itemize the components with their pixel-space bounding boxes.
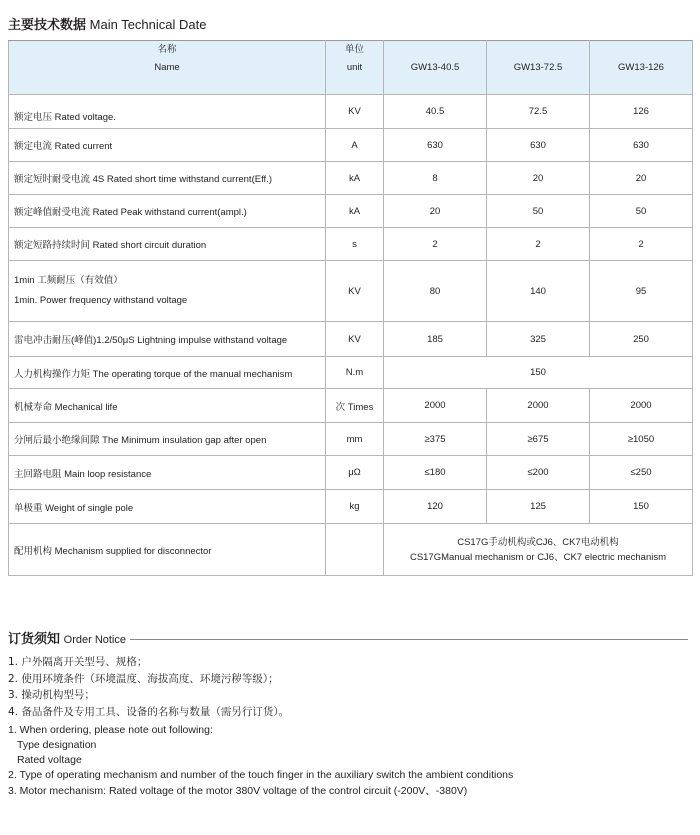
row-value: 150 xyxy=(590,490,693,524)
row-unit: μΩ xyxy=(326,456,384,490)
row-name: 机械寿命 Mechanical life xyxy=(9,389,326,423)
table-row xyxy=(9,228,693,261)
row-value: 2 xyxy=(590,228,693,261)
row-value: 2 xyxy=(384,228,487,261)
section-title-cn: 主要技术数据 xyxy=(8,18,87,33)
row-unit: KV xyxy=(326,261,384,322)
row-value: 140 xyxy=(487,261,590,322)
row-name: 额定短路持续时间 Rated short circuit duration xyxy=(9,228,326,261)
row-value: 2 xyxy=(487,228,590,261)
list-item: 2. Type of operating mechanism and number of the touch finger in the auxiliary switch the ambient conditions xyxy=(8,769,514,781)
row-name-en: 1min. Power frequency withstand voltage xyxy=(14,295,188,306)
row-value: ≥1050 xyxy=(590,423,693,456)
list-item: 3. Motor mechanism: Rated voltage of the motor 380V voltage of the control circuit (-200V、-380V) xyxy=(8,785,468,797)
row-unit: kg xyxy=(326,490,384,524)
order-notice-title xyxy=(8,631,126,648)
mechanism-en: CS17GManual mechanism or CJ6、CK7 electric mechanism xyxy=(409,551,667,563)
row-value: 40.5 xyxy=(384,95,487,129)
row-name: 人力机构操作力矩 The operating torque of the manual mechanism xyxy=(9,357,326,389)
row-name: 配用机构 Mechanism supplied for disconnector xyxy=(9,524,326,576)
table-row xyxy=(9,129,693,162)
order-notice-title-cn: 订货须知 xyxy=(8,632,61,647)
table-header-row xyxy=(9,41,693,95)
row-unit: kA xyxy=(326,195,384,228)
row-value: 80 xyxy=(384,261,487,322)
section-title-en: Main Technical Date xyxy=(89,17,207,32)
row-value: 125 xyxy=(487,490,590,524)
row-name-cn: 1min 工频耐压（有效值） xyxy=(14,275,123,286)
row-value: 2000 xyxy=(487,389,590,423)
header-name-cn: 名称 xyxy=(157,44,177,55)
table-row xyxy=(9,524,693,576)
row-value: ≤250 xyxy=(590,456,693,490)
header-model-2: GW13-72.5 xyxy=(487,41,590,95)
table-row xyxy=(9,389,693,423)
row-value: 630 xyxy=(487,129,590,162)
technical-data-table xyxy=(8,40,693,576)
table-row xyxy=(9,322,693,357)
list-sub-item: Rated voltage xyxy=(17,754,82,766)
table-row xyxy=(9,261,693,322)
row-unit: KV xyxy=(326,95,384,129)
row-unit: 次 Times xyxy=(326,389,384,423)
row-value: 250 xyxy=(590,322,693,357)
table-row xyxy=(9,490,693,524)
row-value: 50 xyxy=(590,195,693,228)
row-value: 20 xyxy=(384,195,487,228)
header-unit-en: unit xyxy=(346,62,363,73)
row-name: 额定电流 Rated current xyxy=(9,129,326,162)
row-value: 2000 xyxy=(590,389,693,423)
row-name: 额定峰值耐受电流 Rated Peak withstand current(ampl.) xyxy=(9,195,326,228)
row-value: ≥375 xyxy=(384,423,487,456)
row-name: 额定电压 Rated voltage. xyxy=(9,95,326,129)
row-value: 630 xyxy=(590,129,693,162)
list-sub-item: Type designation xyxy=(17,739,97,751)
row-name: 雷电冲击耐压(峰值)1.2/50μS Lightning impulse withstand voltage xyxy=(9,322,326,357)
row-value: 630 xyxy=(384,129,487,162)
row-unit: mm xyxy=(326,423,384,456)
row-value: ≤180 xyxy=(384,456,487,490)
row-value: 126 xyxy=(590,95,693,129)
row-unit xyxy=(326,524,384,576)
row-value: ≤200 xyxy=(487,456,590,490)
row-name: 分闸后最小绝缘间隙 The Minimum insulation gap after open xyxy=(9,423,326,456)
table-row xyxy=(9,195,693,228)
header-unit-cn: 单位 xyxy=(344,44,364,55)
row-name xyxy=(9,261,326,322)
row-unit: N.m xyxy=(326,357,384,389)
list-item: 4. 备品备件及专用工具、设备的名称与数量（需另行订货）。 xyxy=(8,705,290,718)
list-item: 2. 使用环境条件（环境温度、海拔高度、环境污秽等级）； xyxy=(8,672,279,685)
row-value: 50 xyxy=(487,195,590,228)
header-model-1: GW13-40.5 xyxy=(384,41,487,95)
table-row xyxy=(9,162,693,195)
row-value: 325 xyxy=(487,322,590,357)
row-value: 2000 xyxy=(384,389,487,423)
section-title xyxy=(8,17,206,34)
header-unit-cell xyxy=(326,41,384,95)
table-row xyxy=(9,357,693,389)
row-value: 8 xyxy=(384,162,487,195)
row-unit: kA xyxy=(326,162,384,195)
row-name: 单极重 Weight of single pole xyxy=(9,490,326,524)
order-notice-title-en: Order Notice xyxy=(63,634,126,646)
list-item: 3. 操动机构型号； xyxy=(8,689,95,701)
row-value: 95 xyxy=(590,261,693,322)
list-item: 1. When ordering, please note out following: xyxy=(8,724,213,736)
row-unit: KV xyxy=(326,322,384,357)
mechanism-cn: CS17G手动机构或CJ6、CK7电动机构 xyxy=(457,536,619,548)
header-model-3: GW13-126 xyxy=(590,41,693,95)
row-value: 20 xyxy=(487,162,590,195)
table-row xyxy=(9,423,693,456)
order-notice-divider xyxy=(130,639,688,640)
row-value: ≥675 xyxy=(487,423,590,456)
order-notice-list xyxy=(8,654,513,799)
header-name-cell xyxy=(9,41,326,95)
row-merged-value: 150 xyxy=(384,357,693,389)
table-row xyxy=(9,95,693,129)
row-value: 185 xyxy=(384,322,487,357)
row-merged-value xyxy=(384,524,693,576)
row-value: 72.5 xyxy=(487,95,590,129)
table-row xyxy=(9,456,693,490)
row-name: 主回路电阻 Main loop resistance xyxy=(9,456,326,490)
row-unit: A xyxy=(326,129,384,162)
list-item: 1. 户外隔离开关型号、规格； xyxy=(8,656,148,668)
row-value: 120 xyxy=(384,490,487,524)
row-value: 20 xyxy=(590,162,693,195)
header-name-en: Name xyxy=(154,62,180,73)
row-name: 额定短时耐受电流 4S Rated short time withstand current(Eff.) xyxy=(9,162,326,195)
row-unit: s xyxy=(326,228,384,261)
